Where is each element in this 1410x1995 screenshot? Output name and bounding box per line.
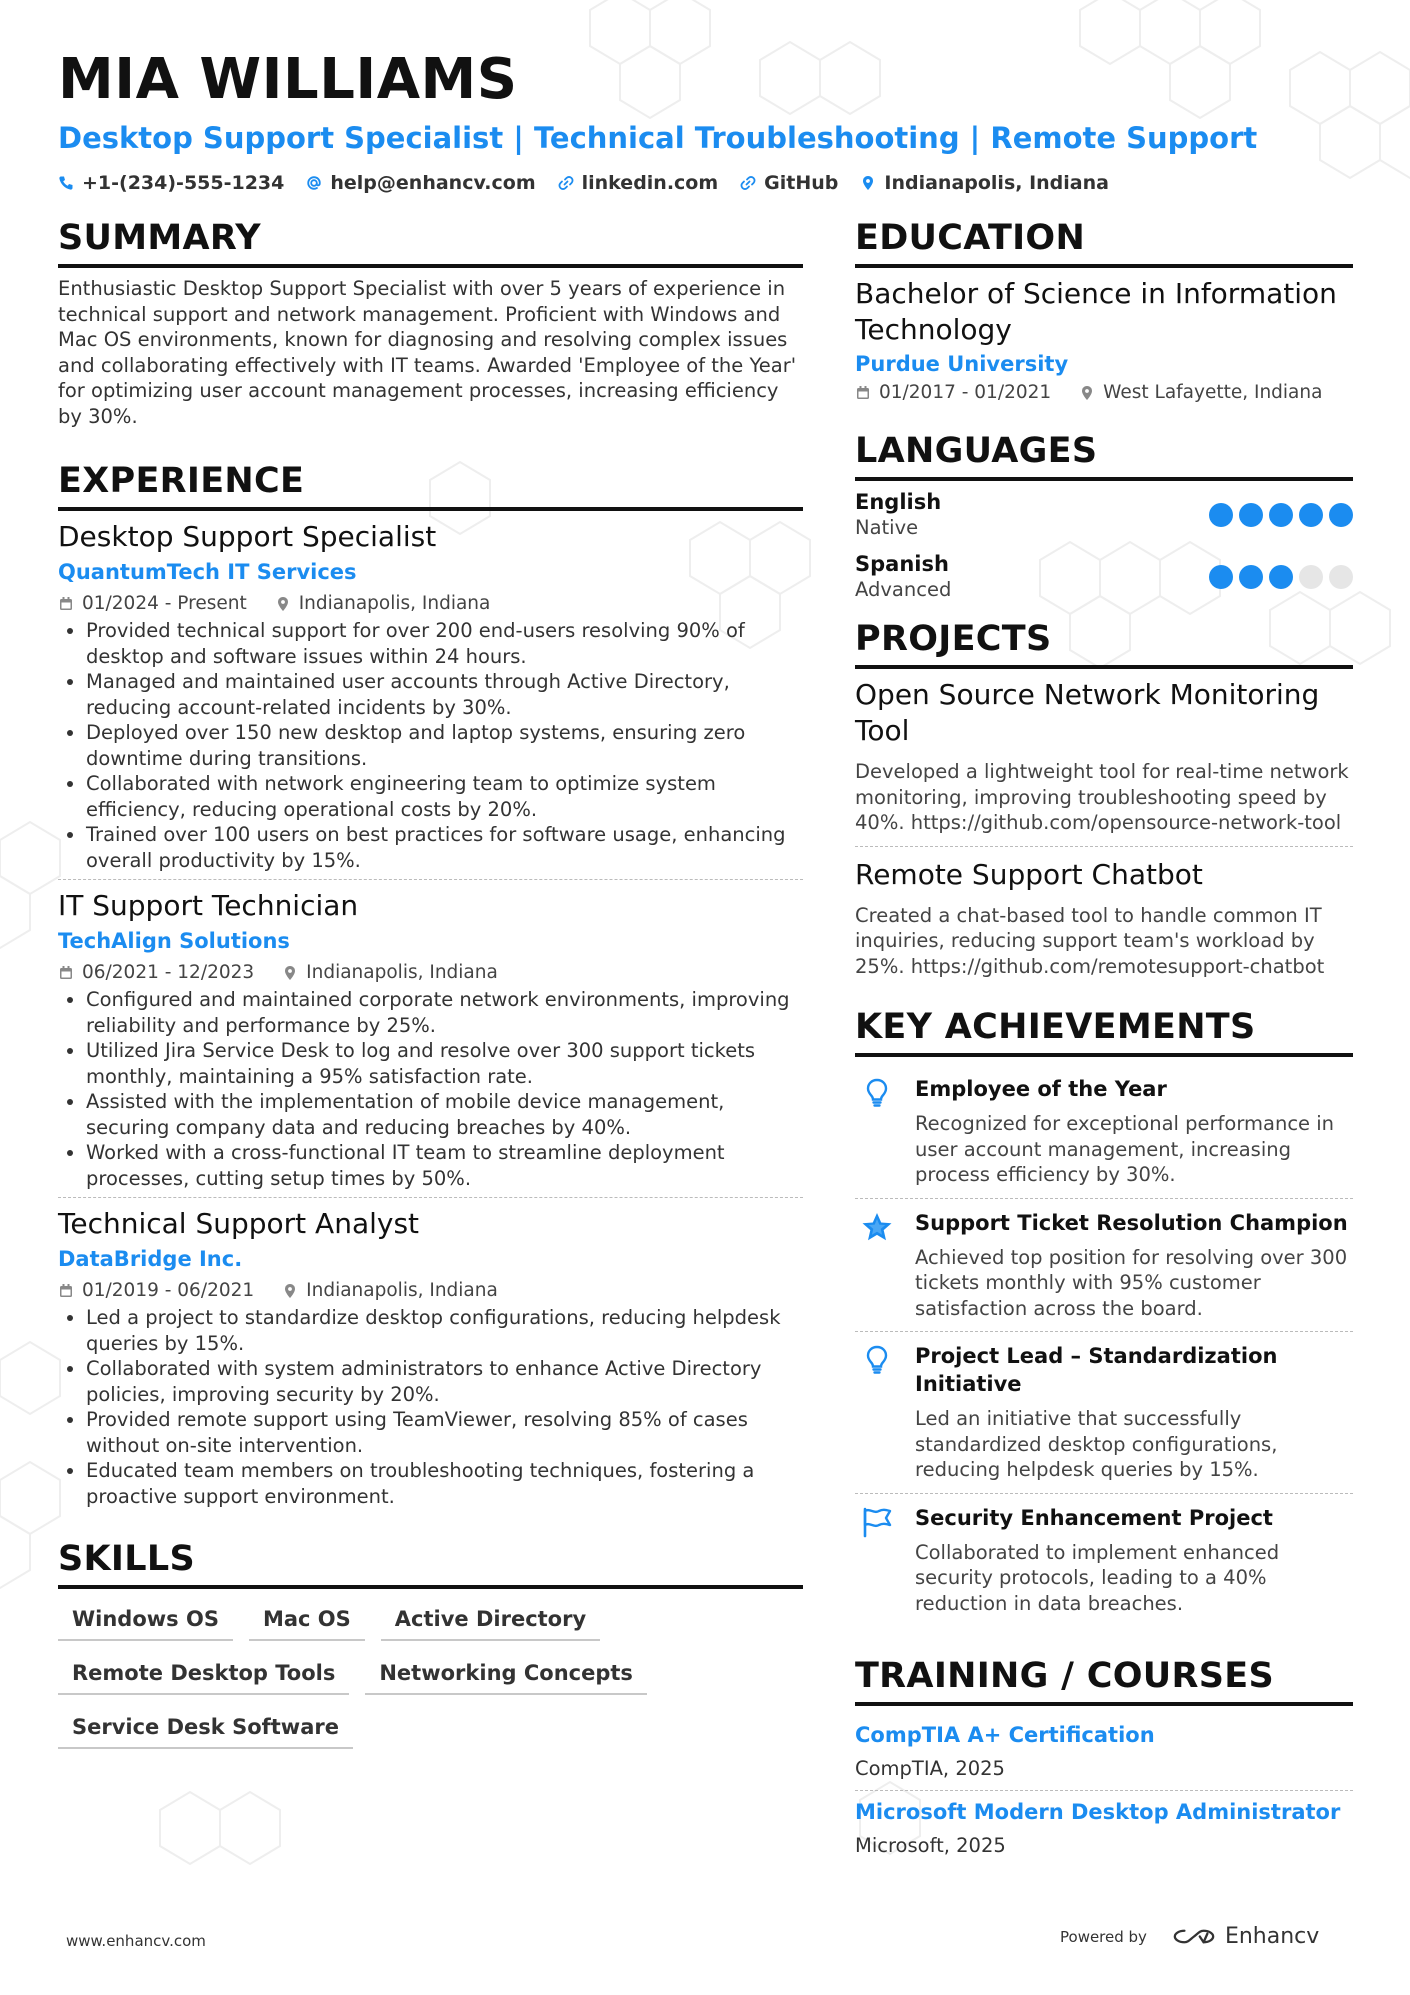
skills-list — [58, 1601, 778, 1749]
achievements-heading: KEY ACHIEVEMENTS — [855, 1005, 1353, 1057]
flag-icon — [861, 1506, 893, 1538]
skill-tag: Networking Concepts — [365, 1655, 647, 1695]
job-bullet: • Trained over 100 users on best practices for software usage, enhancing overall productivity by 15%. — [86, 822, 803, 873]
achievement-item — [855, 1065, 1353, 1198]
course-provider: CompTIA, 2025 — [855, 1757, 1005, 1780]
job-company: TechAlign Solutions — [58, 929, 290, 953]
project-description: Created a chat-based tool to handle common IT inquiries, reducing support team's workload by 25%. https://github.com/remotesupport-chatbot — [855, 903, 1325, 978]
job-bullet: • Worked with a cross-functional IT team to streamline deployment processes, cutting setup times by 50%. — [86, 1140, 803, 1191]
contact-github-text: GitHub — [764, 172, 839, 194]
rating-dot-filled — [1269, 503, 1293, 527]
achievement-title: Security Enhancement Project — [915, 1505, 1273, 1530]
calendar-icon — [58, 596, 74, 612]
contact-email-text: help@enhancv.com — [330, 172, 536, 194]
job-title: Desktop Support Specialist — [58, 520, 437, 553]
languages-heading: LANGUAGES — [855, 429, 1353, 481]
location-pin-icon — [282, 965, 298, 981]
language-item — [855, 489, 1353, 541]
achievement-title: Employee of the Year — [915, 1077, 1167, 1101]
footer-branding — [1060, 1924, 1319, 1949]
job-meta — [58, 1280, 803, 1301]
job-location: Indianapolis, Indiana — [306, 962, 498, 983]
achievement-item — [855, 1331, 1353, 1493]
job-company: QuantumTech IT Services — [58, 560, 357, 584]
job-bullet: • Provided remote support using TeamViewer, resolving 85% of cases without on-site intervention. — [86, 1407, 803, 1458]
job-bullet: • Educated team members on troubleshooting techniques, fostering a proactive support environment. — [86, 1458, 803, 1509]
course-title: CompTIA A+ Certification — [855, 1723, 1155, 1747]
phone-icon — [58, 175, 74, 191]
enhancv-wordmark: Enhancv — [1224, 1924, 1320, 1949]
education-location: West Lafayette, Indiana — [1103, 382, 1323, 403]
project-entry — [855, 677, 1353, 846]
rating-dot-filled — [1299, 503, 1323, 527]
job-entry — [58, 1197, 803, 1515]
achievement-item — [855, 1198, 1353, 1332]
language-level: Native — [855, 516, 919, 539]
enhancv-logo-icon — [1171, 1925, 1217, 1948]
rating-dot-filled — [1209, 503, 1233, 527]
education-section — [855, 216, 1353, 403]
footer-website[interactable]: www.enhancv.com — [66, 1932, 206, 1950]
language-name: Spanish — [855, 552, 949, 576]
contact-linkedin-text: linkedin.com — [581, 172, 719, 194]
job-bullet: • Collaborated with network engineering team to optimize system efficiency, reducing operational costs by 20%. — [86, 771, 803, 822]
achievement-title: Support Ticket Resolution Champion — [915, 1210, 1348, 1235]
job-bullet: • Assisted with the implementation of mobile device management, securing company data and reducing breaches by 40%. — [86, 1089, 803, 1140]
calendar-icon — [855, 385, 871, 401]
location-pin-icon — [860, 175, 876, 191]
job-entry — [58, 879, 803, 1197]
achievement-description: Achieved top position for resolving over 300 tickets monthly with 95% customer satisfaction across the board. — [915, 1245, 1348, 1320]
candidate-headline: Desktop Support Specialist | Technical Troubleshooting | Remote Support — [58, 121, 1258, 155]
rating-dot-filled — [1329, 503, 1353, 527]
skill-tag: Active Directory — [381, 1601, 600, 1641]
job-bullets — [58, 987, 803, 1191]
language-name: English — [855, 490, 942, 514]
skill-tag: Mac OS — [249, 1601, 365, 1641]
project-description: Developed a lightweight tool for real-time network monitoring, improving troubleshooting speed by 40%. https://github.com/opensource-network-tool — [855, 760, 1349, 834]
languages-section — [855, 429, 1353, 603]
job-bullet: • Utilized Jira Service Desk to log and resolve over 300 support tickets monthly, maintaining a 95% satisfaction rate. — [86, 1038, 803, 1089]
rating-dot-filled — [1209, 565, 1233, 589]
link-icon — [740, 175, 756, 191]
left-column — [58, 216, 803, 1749]
project-title: Remote Support Chatbot — [855, 857, 1203, 891]
job-dates: 06/2021 - 12/2023 — [82, 962, 255, 983]
experience-heading: EXPERIENCE — [58, 459, 803, 511]
job-dates: 01/2019 - 06/2021 — [82, 1280, 255, 1301]
language-rating — [1209, 503, 1353, 527]
skills-heading: SKILLS — [58, 1537, 803, 1589]
job-bullet: • Managed and maintained user accounts through Active Directory, reducing account-related incidents by 30%. — [86, 669, 803, 720]
job-dates: 01/2024 - Present — [82, 593, 247, 614]
projects-heading: PROJECTS — [855, 617, 1353, 669]
star-icon — [861, 1211, 893, 1243]
skill-tag: Windows OS — [58, 1601, 233, 1641]
rating-dot-empty — [1329, 565, 1353, 589]
job-bullets — [58, 1305, 803, 1509]
lightbulb-icon — [861, 1077, 893, 1109]
job-title: Technical Support Analyst — [58, 1207, 420, 1240]
job-bullet: • Configured and maintained corporate network environments, improving reliability and performance by 25%. — [86, 987, 803, 1038]
education-heading: EDUCATION — [855, 216, 1353, 268]
education-degree: Bachelor of Science in Information Technology — [855, 277, 1337, 346]
candidate-name: MIA WILLIAMS — [58, 47, 518, 112]
calendar-icon — [58, 1283, 74, 1299]
skills-section — [58, 1537, 803, 1749]
course-entry — [855, 1790, 1353, 1867]
course-title: Microsoft Modern Desktop Administrator — [855, 1800, 1341, 1824]
right-column — [855, 216, 1353, 1867]
job-company: DataBridge Inc. — [58, 1247, 243, 1271]
contact-phone[interactable] — [58, 172, 284, 194]
project-title: Open Source Network Monitoring Tool — [855, 678, 1320, 747]
education-meta — [855, 382, 1353, 403]
job-title: IT Support Technician — [58, 889, 359, 922]
course-entry — [855, 1714, 1353, 1790]
language-rating — [1209, 565, 1353, 589]
training-section — [855, 1654, 1353, 1867]
calendar-icon — [58, 965, 74, 981]
achievements-section — [855, 1005, 1353, 1626]
location-pin-icon — [282, 1283, 298, 1299]
achievement-description: Led an initiative that successfully standardized desktop configurations, reducing helpdesk queries by 15%. — [915, 1407, 1278, 1481]
powered-by-label: Powered by — [1060, 1927, 1147, 1946]
achievement-description: Collaborated to implement enhanced security protocols, leading to a 40% reduction in data breaches. — [915, 1540, 1280, 1615]
contact-email[interactable] — [306, 172, 535, 194]
job-location: Indianapolis, Indiana — [298, 593, 491, 614]
course-provider: Microsoft, 2025 — [855, 1834, 1006, 1857]
job-bullet: • Provided technical support for over 200 end-users resolving 90% of desktop and software issues within 24 hours. — [86, 618, 803, 669]
language-level: Advanced — [855, 578, 952, 601]
location-pin-icon — [275, 596, 291, 612]
job-bullets — [58, 618, 803, 873]
contact-bar — [58, 172, 1358, 194]
summary-section — [58, 216, 803, 429]
skill-tag: Remote Desktop Tools — [58, 1655, 349, 1695]
education-dates: 01/2017 - 01/2021 — [879, 382, 1052, 403]
achievement-title: Project Lead – Standardization Initiative — [915, 1344, 1278, 1396]
achievement-item — [855, 1493, 1353, 1627]
job-location: Indianapolis, Indiana — [306, 1280, 498, 1301]
job-bullet: • Collaborated with system administrators to enhance Active Directory policies, improving security by 20%. — [86, 1356, 803, 1407]
job-entry — [58, 519, 803, 879]
projects-section — [855, 617, 1353, 989]
summary-text: Enthusiastic Desktop Support Specialist with over 5 years of experience in technical support and network management. Proficient with Windows and Mac OS environments, known for diagnosing and resolving complex issues and collaborating effectively with IT teams. Awarded 'Employee of the Year' for optimizing user account management processes, increasing efficiency by 30%. — [58, 277, 797, 428]
location-pin-icon — [1079, 385, 1095, 401]
job-meta — [58, 962, 803, 983]
language-item — [855, 551, 1353, 603]
rating-dot-filled — [1239, 503, 1263, 527]
rating-dot-filled — [1239, 565, 1263, 589]
job-meta — [58, 593, 803, 614]
at-icon — [306, 175, 322, 191]
link-icon — [558, 175, 574, 191]
lightbulb-icon — [861, 1344, 893, 1376]
experience-section — [58, 459, 803, 1515]
job-bullet: • Led a project to standardize desktop configurations, reducing helpdesk queries by 15%. — [86, 1305, 803, 1356]
contact-location — [860, 172, 1109, 194]
contact-linkedin[interactable] — [558, 172, 719, 194]
contact-location-text: Indianapolis, Indiana — [884, 172, 1109, 194]
project-entry — [855, 846, 1353, 990]
resume-header — [58, 44, 1358, 194]
job-bullet: • Deployed over 150 new desktop and laptop systems, ensuring zero downtime during transitions. — [86, 720, 803, 771]
rating-dot-filled — [1269, 565, 1293, 589]
summary-heading: SUMMARY — [58, 216, 803, 268]
education-school: Purdue University — [855, 352, 1069, 376]
achievement-description: Recognized for exceptional performance in user account management, increasing process efficiency by 30%. — [915, 1112, 1335, 1186]
rating-dot-empty — [1299, 565, 1323, 589]
skill-tag: Service Desk Software — [58, 1709, 353, 1749]
enhancv-logo[interactable] — [1171, 1924, 1319, 1949]
contact-github[interactable] — [740, 172, 838, 194]
contact-phone-text: +1-(234)-555-1234 — [82, 172, 285, 194]
training-heading: TRAINING / COURSES — [855, 1654, 1353, 1706]
